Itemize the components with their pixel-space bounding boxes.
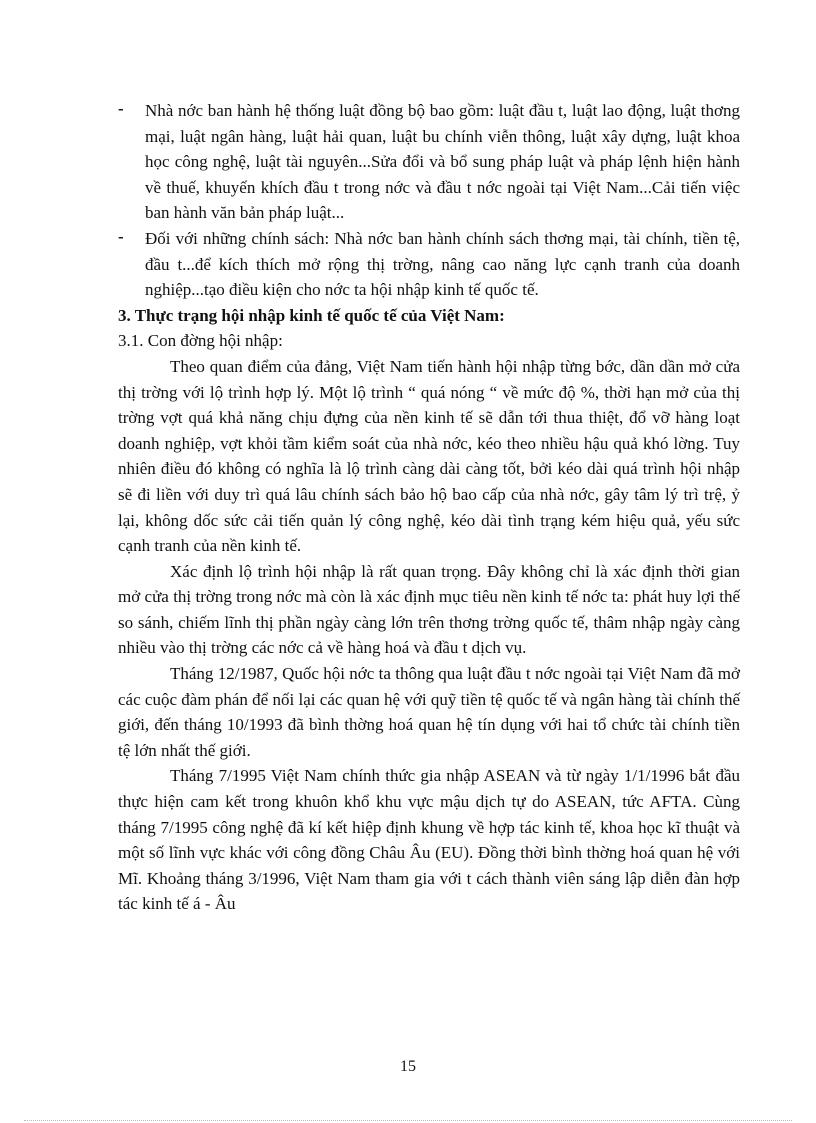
page-content bbox=[118, 98, 740, 917]
body-paragraph: Xác định lộ trình hội nhập là rất quan trọng. Đây không chỉ là xác định thời gian mở cửa thị trờng trong nớc mà còn là xác định mục tiêu nền kinh tế nớc ta: phát huy lợi thế so sánh, chiếm lĩnh thị phần ngày càng lớn trên thơng trờng quốc tế, thâm nhập ngày càng nhiều vào thị trờng các nớc cả về hàng hoá và đầu t dịch vụ. bbox=[118, 561, 740, 658]
bullet-text: Đối với những chính sách: Nhà nớc ban hành chính sách thơng mại, tài chính, tiền tệ, đầu t...để kích thích mở rộng thị trờng, nâng cao năng lực cạnh tranh của doanh nghiệp...tạo điều kiện cho nớc ta hội nhập kinh tế quốc tế. bbox=[145, 228, 740, 300]
bullet-item bbox=[118, 226, 740, 303]
page-number: 15 bbox=[400, 1058, 416, 1075]
bullet-mark: - bbox=[118, 226, 124, 246]
bullet-mark: - bbox=[118, 99, 124, 118]
body-paragraph: Theo quan điểm của đảng, Việt Nam tiến hành hội nhập từng bớc, dần dần mở cửa thị trờng với lộ trình hợp lý. Một lộ trình “ quá nóng “ về mức độ %, thời hạn mở của thị trờng vợt quá khả năng chịu đựng của nền kinh tế sẽ dẫn tới thua thiệt, đổ vỡ hàng loạt doanh nghiệp, vợt khỏi tầm kiểm soát của nhà nớc, kéo theo nhiều hậu quả khó lờng. Tuy nhiên điều đó không có nghĩa là lộ trình càng dài càng tốt, bởi kéo dài quá trình hội nhập sẽ đi liền với duy trì quá lâu chính sách bảo hộ bao cấp của nhà nớc, gây tâm lý trì trệ, ỷ lại, không dốc sức cải tiến quản lý công nghệ, kéo dài tình trạng kém hiệu quả, yếu sức cạnh tranh của nền kinh tế. bbox=[118, 356, 740, 556]
bullet-text: Nhà nớc ban hành hệ thống luật đồng bộ bao gồm: luật đầu t, luật lao động, luật thơng mại, luật ngân hàng, luật hải quan, luật bu chính viễn thông, luật xây dựng, luật khoa học công nghệ, luật tài nguyên...Sửa đổi và bổ sung pháp luật và pháp lệnh hiện hành về thuế, khuyến khích đầu t trong nớc và đầu t nớc ngoài tại Việt Nam...Cải tiến việc ban hành văn bản pháp luật... bbox=[145, 101, 740, 223]
page-bottom-border bbox=[24, 1120, 792, 1121]
section-heading: 3. Thực trạng hội nhập kinh tế quốc tế của Việt Nam: bbox=[118, 305, 505, 325]
bullet-item bbox=[118, 98, 740, 226]
body-paragraph: Tháng 12/1987, Quốc hội nớc ta thông qua luật đầu t nớc ngoài tại Việt Nam đã mở các cuộc đàm phán để nối lại các quan hệ với quỹ tiền tệ quốc tế và ngân hàng tài chính thế giới, đến tháng 10/1993 đã bình thờng hoá quan hệ tín dụng với hai tổ chức tài chính tiền tệ lớn nhất thế giới. bbox=[118, 664, 740, 760]
subsection-heading: 3.1. Con đờng hội nhập: bbox=[118, 331, 283, 351]
body-paragraph: Tháng 7/1995 Việt Nam chính thức gia nhập ASEAN và từ ngày 1/1/1996 bắt đầu thực hiện cam kết trong khuôn khổ khu vực mậu dịch tự do ASEAN, tức AFTA. Cùng tháng 7/1995 công nghệ đã kí kết hiệp định khung về hợp tác kinh tế, khoa học kĩ thuật và một số lĩnh vực khác với công đồng Châu Âu (EU). Đồng thời bình thờng hoá quan hệ với Mĩ. Khoảng tháng 3/1996, Việt Nam tham gia với t cách thành viên sáng lập diễn đàn hợp tác kinh tế á - Âu bbox=[118, 766, 740, 914]
